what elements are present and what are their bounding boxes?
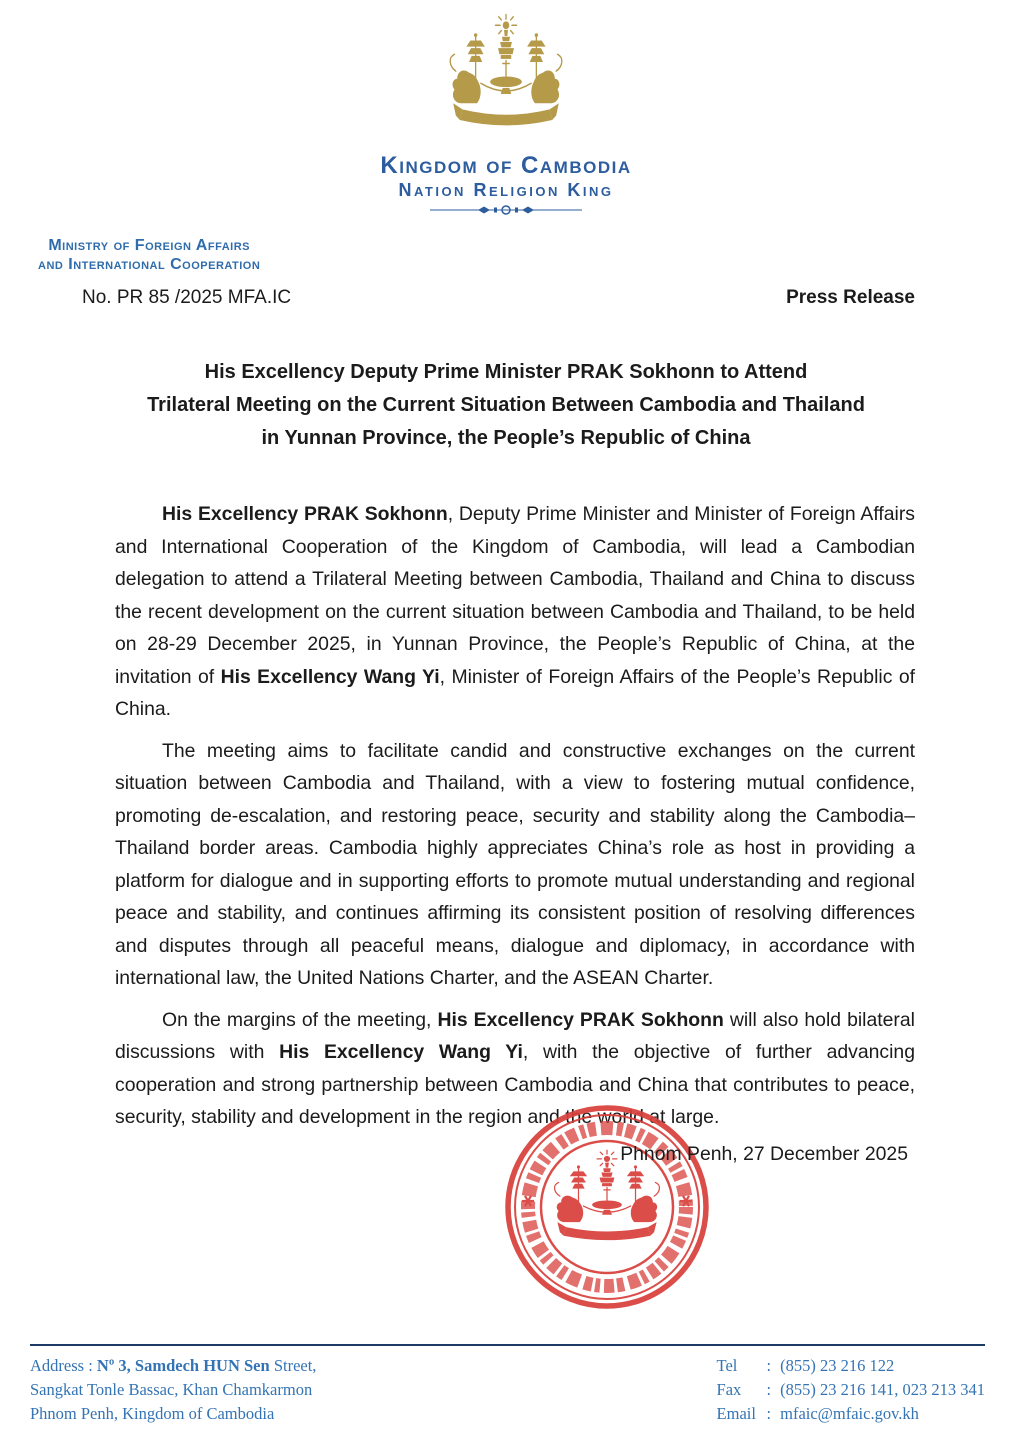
bold-text: Nº 3, Samdech HUN Sen <box>96 1356 270 1375</box>
contact-label: Fax <box>716 1380 742 1399</box>
bold-text: His Excellency PRAK Sokhonn <box>162 503 448 525</box>
contact-value: mfaic@mfaic.gov.kh <box>780 1404 919 1423</box>
dateline: Phnom Penh, 27 December 2025 <box>620 1142 908 1165</box>
footer-contact-tel <box>717 1354 985 1378</box>
text: , with the objective of further advancing cooperation and strong partnership between Cambodia and China that contributes to peace, security, stability and development in the region and the world at large. <box>115 1041 915 1128</box>
text: will also hold bilateral discussions with <box>115 1008 915 1063</box>
body-paragraph <box>115 735 915 995</box>
footer-address-line <box>30 1378 316 1402</box>
text: , Deputy Prime Minister and Minister of Foreign Affairs and International Cooperation of the Kingdom of Cambodia, will lead a Cambodian delegation to attend a Trilateral Meeting between Cambodia, Thailand and China to discuss the recent development on the current situation between Cambodia and Thailand, to be held on 28-29 December 2025, in Yunnan Province, the People’s Republic of China, at the invitation of <box>115 503 915 688</box>
text: , Minister of Foreign Affairs of the People’s Republic of China. <box>115 665 916 720</box>
letterhead <box>0 0 1012 222</box>
text: Sangkat Tonle Bassac, Khan Chamkarmon <box>30 1380 313 1399</box>
press-title-line: His Excellency Deputy Prime Minister PRAK Sokhonn to Attend <box>204 361 808 383</box>
kingdom-heading: Kingdom of Cambodia <box>380 152 632 179</box>
ministry-name <box>38 236 260 274</box>
ministry-line1: Ministry of Foreign Affairs <box>48 237 250 254</box>
text: Street, <box>269 1356 317 1375</box>
bold-text: His Excellency PRAK Sokhonn <box>437 1008 724 1031</box>
ornamental-divider-icon <box>426 203 586 217</box>
body-paragraph <box>115 498 915 726</box>
footer-address <box>30 1354 316 1426</box>
motto-heading: Nation Religion King <box>398 180 614 200</box>
contact-label: Email <box>716 1404 756 1423</box>
press-title-line: in Yunnan Province, the People’s Republic of China <box>261 427 751 449</box>
contact-separator: : <box>766 1404 772 1423</box>
ministry-row <box>0 222 1012 274</box>
contact-label: Tel <box>716 1356 738 1375</box>
text: On the margins of the meeting, <box>162 1008 438 1031</box>
document-type-label: Press Release <box>786 287 915 308</box>
ministry-seal-stamp-icon <box>503 1103 711 1311</box>
body <box>115 498 915 1134</box>
bold-text: His Excellency Wang Yi <box>220 665 440 688</box>
footer <box>30 1344 985 1426</box>
text: The meeting aims to facilitate candid and constructive exchanges on the current situation between Cambodia and Thailand, with a view to fostering mutual confidence, promoting de-escalation, and restoring peace, security and stability along the Cambodia–Thailand border areas. Cambodia highly appreciates China’s role as host in providing a platform for dialogue and in supporting efforts to promote mutual understanding and regional peace and stability, and continues affirming its consistent position of resolving differences and disputes through all peaceful means, dialogue and diplomacy, in accordance with international law, the United Nations Charter, and the ASEAN Charter. <box>115 739 915 989</box>
bold-text: His Excellency Wang Yi <box>279 1041 523 1063</box>
footer-contact-email <box>717 1402 985 1426</box>
text: Address : <box>30 1356 97 1375</box>
ministry-line2: and International Cooperation <box>38 256 261 273</box>
contact-value: (855) 23 216 122 <box>780 1356 895 1375</box>
press-title-line: Trilateral Meeting on the Current Situation Between Cambodia and Thailand <box>147 394 865 416</box>
contact-separator: : <box>766 1356 772 1375</box>
text: Phnom Penh, Kingdom of Cambodia <box>30 1404 275 1423</box>
footer-contacts <box>717 1354 985 1426</box>
footer-address-line <box>30 1354 316 1378</box>
footer-address-line <box>30 1402 316 1426</box>
reference-number: No. PR 85 /2025 MFA.IC <box>82 287 292 308</box>
press-title <box>0 356 1012 455</box>
footer-contact-fax <box>717 1378 985 1402</box>
reference-row <box>82 287 915 309</box>
royal-arms-emblem-icon <box>440 13 572 143</box>
contact-value: (855) 23 216 141, 023 213 341 <box>780 1380 985 1399</box>
contact-separator: : <box>766 1380 772 1399</box>
